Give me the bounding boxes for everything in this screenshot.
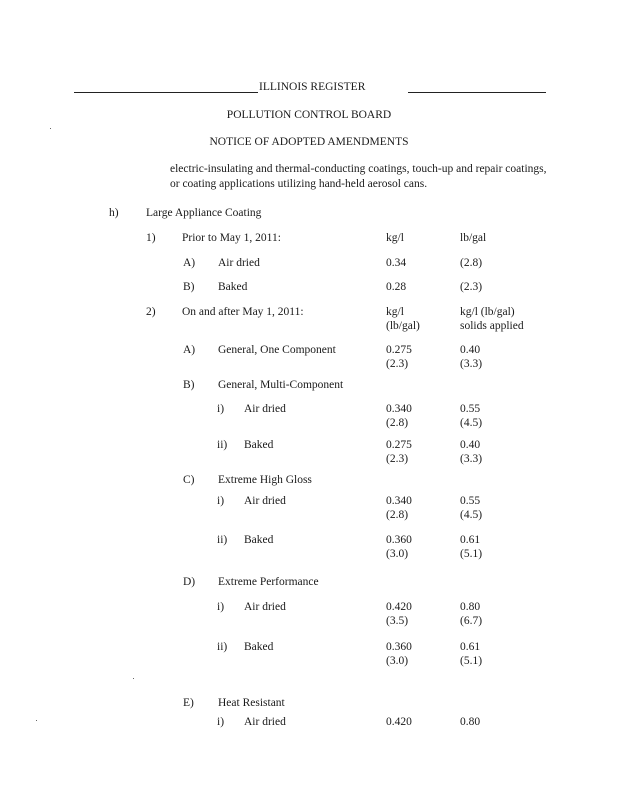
value-kgl: 0.275 (386, 344, 412, 356)
part1-row-value-lbgal: (2.8) (460, 257, 483, 269)
part1-row-label: B) (183, 281, 195, 293)
value-solids-kgl: 0.55 (460, 403, 481, 415)
value-solids-kgl: 0.80 (460, 601, 481, 613)
part2-unit-solids: kg/l (lb/gal) (460, 306, 515, 318)
value-lbgal: (2.8) (386, 509, 409, 521)
part2-label: 2) (146, 306, 156, 318)
subitem-label: ii) (217, 641, 228, 653)
subitem-label: i) (217, 495, 225, 507)
value-kgl: 0.360 (386, 534, 412, 546)
value-kgl: 0.420 (386, 716, 412, 728)
part1-row-value-kgl: 0.28 (386, 281, 407, 293)
item-name: General, One Component (218, 344, 336, 356)
section-title: Large Appliance Coating (146, 207, 262, 219)
part1-unit-kgl: kg/l (386, 232, 404, 244)
value-lbgal: (2.3) (386, 453, 409, 465)
value-kgl: 0.340 (386, 403, 412, 415)
value-kgl: 0.275 (386, 439, 412, 451)
subitem-label: i) (217, 601, 225, 613)
subitem-name: Baked (244, 534, 274, 546)
value-kgl: 0.340 (386, 495, 412, 507)
value-solids-lbgal: (5.1) (460, 548, 483, 560)
value-lbgal: (2.8) (386, 417, 409, 429)
part1-row-value-lbgal: (2.3) (460, 281, 483, 293)
header-rule-right (408, 92, 546, 93)
subitem-label: ii) (217, 439, 228, 451)
value-solids-lbgal: (6.7) (460, 615, 483, 627)
value-solids-lbgal: (5.1) (460, 655, 483, 667)
item-label: C) (183, 474, 195, 486)
value-kgl: 0.360 (386, 641, 412, 653)
subitem-name: Baked (244, 641, 274, 653)
register-title: ILLINOIS REGISTER (259, 81, 366, 93)
part1-row-name: Baked (218, 281, 248, 293)
item-name: Heat Resistant (218, 697, 285, 709)
value-solids-kgl: 0.80 (460, 716, 481, 728)
subitem-name: Baked (244, 439, 274, 451)
value-solids-lbgal: (3.3) (460, 453, 483, 465)
value-lbgal: (3.0) (386, 655, 409, 667)
part1-unit-lbgal: lb/gal (460, 232, 487, 244)
value-lbgal: (3.5) (386, 615, 409, 627)
item-name: General, Multi-Component (218, 379, 344, 391)
part2-unit-kgl: kg/l (386, 306, 404, 318)
value-solids-kgl: 0.40 (460, 344, 481, 356)
subitem-name: Air dried (244, 403, 286, 415)
value-solids-lbgal: (4.5) (460, 509, 483, 521)
value-lbgal: (2.3) (386, 358, 409, 370)
subitem-name: Air dried (244, 716, 286, 728)
part2-unit-lbgal: (lb/gal) (386, 320, 420, 332)
notice-title: NOTICE OF ADOPTED AMENDMENTS (209, 136, 409, 148)
intro-paragraph: electric-insulating and thermal-conducting coatings, touch-up and repair coatings, or coating applications utilizing hand-held aerosol cans. (170, 163, 547, 190)
item-label: D) (183, 576, 196, 588)
part1-row-label: A) (183, 257, 196, 269)
value-solids-lbgal: (4.5) (460, 417, 483, 429)
subitem-name: Air dried (244, 601, 286, 613)
value-solids-lbgal: (3.3) (460, 358, 483, 370)
header-rule-left (74, 92, 258, 93)
value-solids-kgl: 0.40 (460, 439, 481, 451)
value-solids-kgl: 0.61 (460, 534, 481, 546)
subitem-label: i) (217, 716, 225, 728)
part1-row-value-kgl: 0.34 (386, 257, 407, 269)
item-label: A) (183, 344, 196, 356)
scan-speck (50, 128, 51, 129)
scan-speck (36, 720, 37, 721)
scan-speck (133, 678, 134, 679)
subitem-label: i) (217, 403, 225, 415)
value-solids-kgl: 0.61 (460, 641, 481, 653)
part1-title: Prior to May 1, 2011: (182, 232, 281, 244)
board-title: POLLUTION CONTROL BOARD (226, 109, 392, 121)
section-label: h) (109, 207, 119, 219)
subitem-label: ii) (217, 534, 228, 546)
item-name: Extreme Performance (218, 576, 319, 588)
part1-label: 1) (146, 232, 156, 244)
subitem-name: Air dried (244, 495, 286, 507)
value-lbgal: (3.0) (386, 548, 409, 560)
item-name: Extreme High Gloss (218, 474, 312, 486)
part2-unit-solids-applied: solids applied (460, 320, 524, 332)
value-kgl: 0.420 (386, 601, 412, 613)
value-solids-kgl: 0.55 (460, 495, 481, 507)
item-label: E) (183, 697, 194, 709)
part2-title: On and after May 1, 2011: (182, 306, 304, 318)
item-label: B) (183, 379, 195, 391)
part1-row-name: Air dried (218, 257, 260, 269)
